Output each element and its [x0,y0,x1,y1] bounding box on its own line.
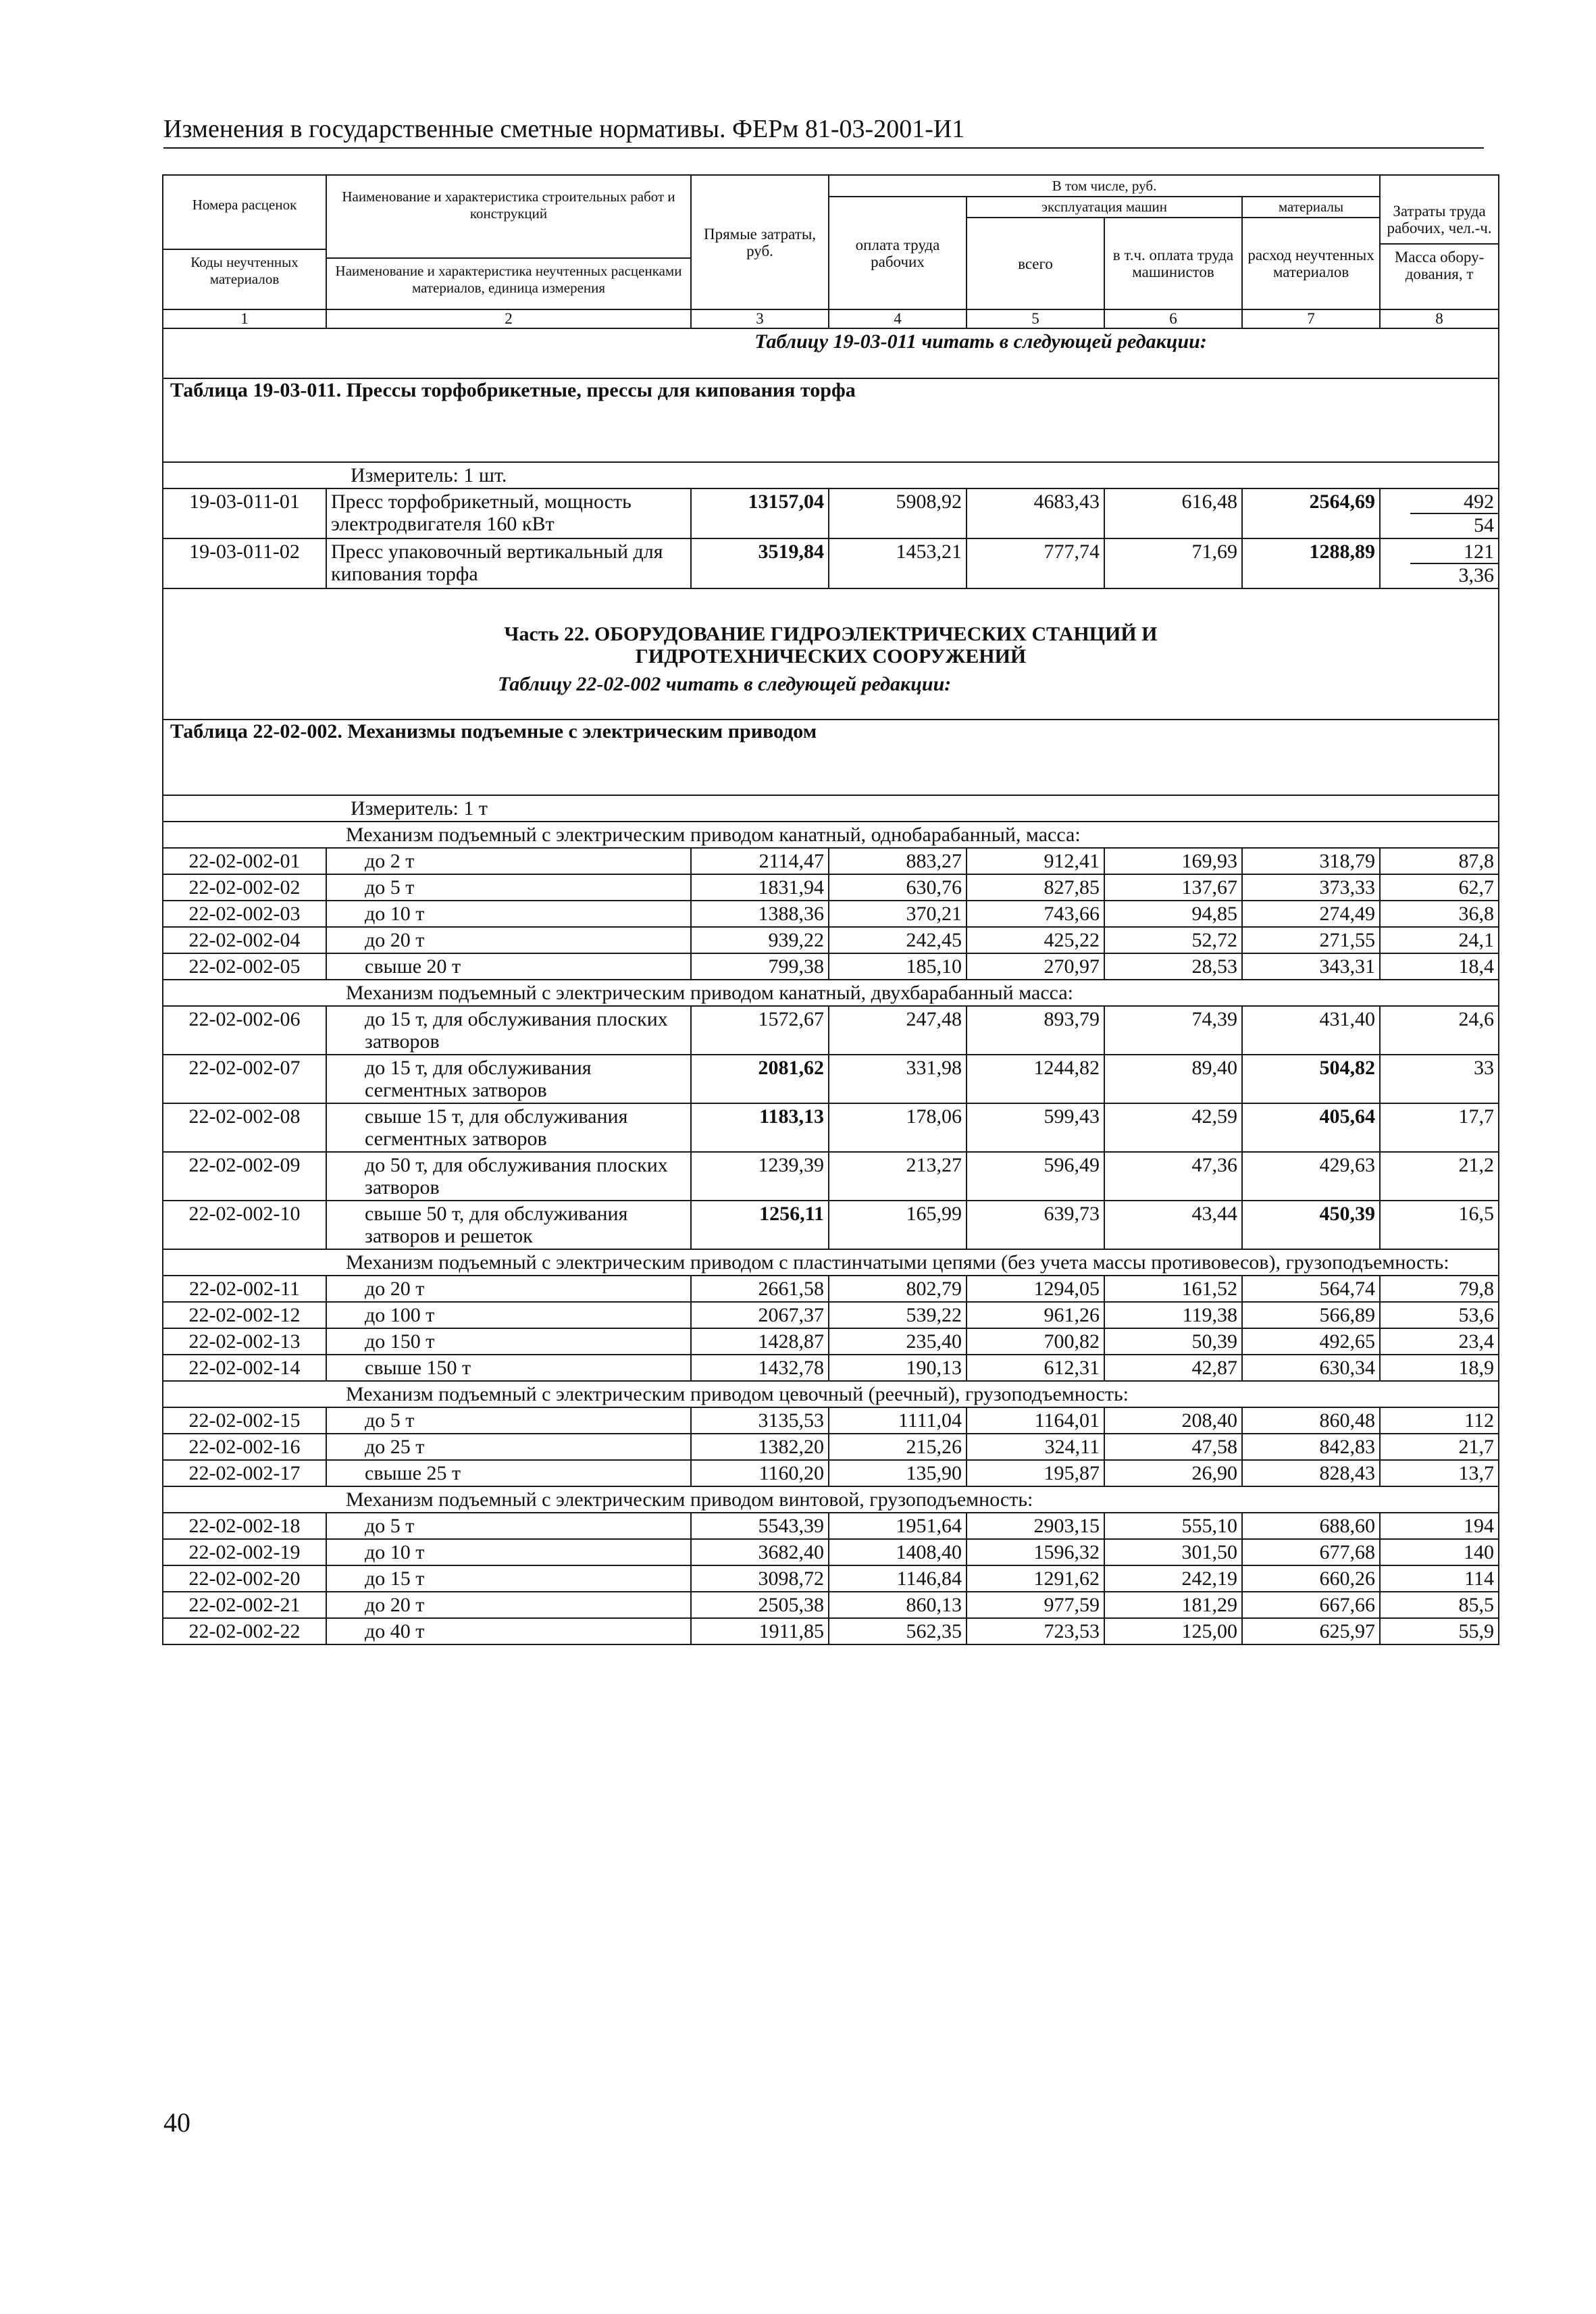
table-row [163,1355,1499,1381]
labor-hours: 16,5 [1380,1201,1499,1249]
rate-code: 22-02-002-05 [163,953,326,980]
table-row [163,1006,1499,1055]
materials-cost: 1288,89 [1242,538,1380,588]
direct-cost: 939,22 [691,927,829,953]
header-rule [163,147,1484,149]
table-row [163,1460,1499,1486]
rate-name: Пресс упаковочный вертикальный для кипования торфа [326,538,691,588]
col-number: 5 [967,309,1104,328]
part-title [163,588,1499,672]
col8-bottom-label: Масса обору-дования, т [1394,248,1485,282]
direct-cost: 1256,11 [691,1201,829,1249]
table-row [163,927,1499,953]
direct-cost: 2661,58 [691,1276,829,1302]
labor-hours: 62,7 [1380,874,1499,901]
col1-bottom-label: Коды неучтенных материалов [190,254,299,287]
labor-cost: 1951,64 [829,1513,967,1539]
labor-hours: 21,7 [1380,1434,1499,1460]
col-header-1 [163,175,326,309]
labor-hours: 140 [1380,1539,1499,1565]
labor-cost: 1408,40 [829,1539,967,1565]
group-row [163,1486,1499,1513]
labor-cost: 242,45 [829,927,967,953]
table-row [163,488,1499,538]
rate-code: 19-03-011-01 [163,488,326,538]
materials-cost: 566,89 [1242,1302,1380,1328]
labor-cost: 178,06 [829,1103,967,1152]
group-row [163,1249,1499,1276]
labor-hours: 85,5 [1380,1592,1499,1618]
table-row [163,1276,1499,1302]
group-title: Механизм подъемный с электрическим приводом винтовой, грузоподъемность: [163,1486,1499,1513]
materials-cost: 625,97 [1242,1618,1380,1644]
machines-cost: 425,22 [967,927,1104,953]
direct-cost: 2081,62 [691,1055,829,1103]
direct-cost: 3098,72 [691,1565,829,1592]
col1-top-label: Номера расценок [163,197,326,250]
col-number: 1 [163,309,326,328]
materials-cost: 667,66 [1242,1592,1380,1618]
labor-cost: 213,27 [829,1152,967,1201]
labor-hours: 194 [1380,1513,1499,1539]
labor-cost: 185,10 [829,953,967,980]
col-header-mat: материалы [1242,197,1380,218]
direct-cost: 1428,87 [691,1328,829,1355]
machines-cost: 977,59 [967,1592,1104,1618]
materials-cost: 271,55 [1242,927,1380,953]
labor-hours: 492 [1410,491,1498,514]
materials-cost: 373,33 [1242,874,1380,901]
table-header [163,175,1499,328]
labor-hours: 36,8 [1380,901,1499,927]
materials-cost: 274,49 [1242,901,1380,927]
machines-cost: 893,79 [967,1006,1104,1055]
materials-cost: 504,82 [1242,1055,1380,1103]
materials-cost: 405,64 [1242,1103,1380,1152]
table-row [163,1152,1499,1201]
table-row [163,1103,1499,1152]
machines-cost: 827,85 [967,874,1104,901]
col-header-3: Прямые затраты, руб. [691,175,829,309]
operators-cost: 161,52 [1104,1276,1242,1302]
group-title: Механизм подъемный с электрическим приводом цевочный (реечный), грузоподъемность: [163,1381,1499,1407]
rate-code: 22-02-002-10 [163,1201,326,1249]
rate-code: 22-02-002-19 [163,1539,326,1565]
rate-name: до 10 т [326,901,691,927]
table-row [163,1407,1499,1434]
materials-cost: 677,68 [1242,1539,1380,1565]
col-header-6: в т.ч. оплата труда машинистов [1104,218,1242,309]
rate-code: 22-02-002-21 [163,1592,326,1618]
section-19-03-011 [163,328,1499,588]
table-row [163,1513,1499,1539]
direct-cost: 3682,40 [691,1539,829,1565]
table-row [163,1592,1499,1618]
operators-cost: 94,85 [1104,901,1242,927]
direct-cost: 1183,13 [691,1103,829,1152]
labor-hours: 121 [1410,540,1498,564]
direct-cost: 1432,78 [691,1355,829,1381]
operators-cost: 181,29 [1104,1592,1242,1618]
labor-cost: 190,13 [829,1355,967,1381]
rate-name: свыше 25 т [326,1460,691,1486]
table-row [163,538,1499,588]
machines-cost: 1244,82 [967,1055,1104,1103]
labor-cost: 370,21 [829,901,967,927]
col2-top-label: Наименование и характеристика строительных работ и конструкций [327,188,690,259]
labor-hours: 21,2 [1380,1152,1499,1201]
direct-cost: 2114,47 [691,848,829,874]
labor-hours: 53,6 [1380,1302,1499,1328]
table-row [163,1618,1499,1644]
operators-cost: 89,40 [1104,1055,1242,1103]
operators-cost: 616,48 [1104,488,1242,538]
machines-cost: 1164,01 [967,1407,1104,1434]
machines-cost: 599,43 [967,1103,1104,1152]
rate-code: 19-03-011-02 [163,538,326,588]
labor-hours: 17,7 [1380,1103,1499,1152]
direct-cost: 13157,04 [691,488,829,538]
direct-cost: 1382,20 [691,1434,829,1460]
labor-hours-mass [1380,488,1499,538]
rate-name: до 15 т, для обслуживания плоских затворов [326,1006,691,1055]
machines-cost: 743,66 [967,901,1104,927]
labor-cost: 215,26 [829,1434,967,1460]
col-number: 4 [829,309,967,328]
materials-cost: 564,74 [1242,1276,1380,1302]
rates-table [162,174,1499,1645]
machines-cost: 1294,05 [967,1276,1104,1302]
rate-name: свыше 50 т, для обслуживания затворов и решеток [326,1201,691,1249]
rate-code: 22-02-002-14 [163,1355,326,1381]
machines-cost: 4683,43 [967,488,1104,538]
direct-cost: 1388,36 [691,901,829,927]
rate-code: 22-02-002-22 [163,1618,326,1644]
rate-code: 22-02-002-03 [163,901,326,927]
materials-cost: 431,40 [1242,1006,1380,1055]
col-header-2 [326,175,691,309]
operators-cost: 301,50 [1104,1539,1242,1565]
labor-cost: 5908,92 [829,488,967,538]
machines-cost: 2903,15 [967,1513,1104,1539]
col-header-4: оплата труда рабочих [829,197,967,309]
section1-instruction: Таблицу 19-03-011 читать в следующей редакции: [163,328,1499,378]
direct-cost: 799,38 [691,953,829,980]
rate-code: 22-02-002-17 [163,1460,326,1486]
labor-cost: 1146,84 [829,1565,967,1592]
table-row [163,1565,1499,1592]
part-instruction: Таблицу 22-02-002 читать в следующей редакции: [163,672,1499,720]
rate-code: 22-02-002-13 [163,1328,326,1355]
rate-name: до 2 т [326,848,691,874]
col-number: 7 [1242,309,1380,328]
rate-name: до 40 т [326,1618,691,1644]
operators-cost: 26,90 [1104,1460,1242,1486]
rate-code: 22-02-002-04 [163,927,326,953]
col-number: 2 [326,309,691,328]
group-row [163,822,1499,848]
rate-name: до 25 т [326,1434,691,1460]
labor-cost: 135,90 [829,1460,967,1486]
col8-top-label: Затраты труда рабочих, чел.-ч. [1381,203,1498,245]
labor-cost: 539,22 [829,1302,967,1328]
direct-cost: 1160,20 [691,1460,829,1486]
rate-name: до 20 т [326,927,691,953]
rate-name: свыше 20 т [326,953,691,980]
rate-code: 22-02-002-01 [163,848,326,874]
operators-cost: 208,40 [1104,1407,1242,1434]
labor-cost: 165,99 [829,1201,967,1249]
rate-name: до 150 т [326,1328,691,1355]
rate-code: 22-02-002-11 [163,1276,326,1302]
operators-cost: 47,58 [1104,1434,1242,1460]
operators-cost: 52,72 [1104,927,1242,953]
labor-cost: 247,48 [829,1006,967,1055]
rate-code: 22-02-002-18 [163,1513,326,1539]
labor-cost: 1111,04 [829,1407,967,1434]
labor-cost: 883,27 [829,848,967,874]
machines-cost: 1291,62 [967,1565,1104,1592]
machines-cost: 270,97 [967,953,1104,980]
rate-code: 22-02-002-08 [163,1103,326,1152]
col-number: 3 [691,309,829,328]
operators-cost: 125,00 [1104,1618,1242,1644]
direct-cost: 2505,38 [691,1592,829,1618]
materials-cost: 429,63 [1242,1152,1380,1201]
table-row [163,848,1499,874]
col-header-7: расход неучтенных материалов [1242,218,1380,309]
group-row [163,980,1499,1006]
materials-cost: 688,60 [1242,1513,1380,1539]
labor-hours: 55,9 [1380,1618,1499,1644]
labor-cost: 1453,21 [829,538,967,588]
materials-cost: 450,39 [1242,1201,1380,1249]
rate-name: Пресс торфобрикетный, мощность электродвигателя 160 кВт [326,488,691,538]
section1-table-title: Таблица 19-03-011. Прессы торфобрикетные, прессы для кипования торфа [163,378,1499,462]
labor-hours: 18,9 [1380,1355,1499,1381]
direct-cost: 3519,84 [691,538,829,588]
machines-cost: 1596,32 [967,1539,1104,1565]
rate-name: свыше 150 т [326,1355,691,1381]
rate-name: до 10 т [326,1539,691,1565]
labor-cost: 331,98 [829,1055,967,1103]
col-header-8 [1380,175,1499,309]
rate-code: 22-02-002-16 [163,1434,326,1460]
operators-cost: 47,36 [1104,1152,1242,1201]
rate-code: 22-02-002-02 [163,874,326,901]
rate-code: 22-02-002-07 [163,1055,326,1103]
labor-cost: 802,79 [829,1276,967,1302]
rate-code: 22-02-002-12 [163,1302,326,1328]
machines-cost: 612,31 [967,1355,1104,1381]
section-22-02-002 [163,822,1499,1644]
table-row [163,874,1499,901]
labor-hours: 112 [1380,1407,1499,1434]
table-row [163,1302,1499,1328]
table-row [163,1201,1499,1249]
part-title-line1: Часть 22. ОБОРУДОВАНИЕ ГИДРОЭЛЕКТРИЧЕСКИХ СТАНЦИЙ И [504,623,1158,645]
materials-cost: 828,43 [1242,1460,1380,1486]
machines-cost: 723,53 [967,1618,1104,1644]
machines-cost: 195,87 [967,1460,1104,1486]
machines-cost: 324,11 [967,1434,1104,1460]
machines-cost: 912,41 [967,848,1104,874]
col-header-incl: В том числе, руб. [829,175,1380,197]
operators-cost: 43,44 [1104,1201,1242,1249]
rate-code: 22-02-002-06 [163,1006,326,1055]
direct-cost: 1239,39 [691,1152,829,1201]
col-number: 6 [1104,309,1242,328]
materials-cost: 2564,69 [1242,488,1380,538]
group-title: Механизм подъемный с электрическим приводом с пластинчатыми цепями (без учета массы противовесов), грузоподъемность: [163,1249,1499,1276]
operators-cost: 50,39 [1104,1328,1242,1355]
page-number: 40 [163,2107,190,2138]
labor-hours: 18,4 [1380,953,1499,980]
rate-code: 22-02-002-20 [163,1565,326,1592]
direct-cost: 2067,37 [691,1302,829,1328]
main-table-wrap [162,174,1498,1645]
group-title: Механизм подъемный с электрическим приводом канатный, однобарабанный, масса: [163,822,1499,848]
labor-hours: 13,7 [1380,1460,1499,1486]
rate-name: до 5 т [326,1407,691,1434]
column-numbers-row [163,309,1499,328]
rate-name: до 50 т, для обслуживания плоских затворов [326,1152,691,1201]
equipment-mass: 54 [1474,514,1495,536]
col-header-5: всего [967,218,1104,309]
labor-hours: 23,4 [1380,1328,1499,1355]
labor-cost: 235,40 [829,1328,967,1355]
operators-cost: 137,67 [1104,874,1242,901]
table-row [163,1434,1499,1460]
labor-cost: 562,35 [829,1618,967,1644]
operators-cost: 119,38 [1104,1302,1242,1328]
col-header-expl: эксплуатация машин [967,197,1242,218]
section2-table-title: Таблица 22-02-002. Механизмы подъемные с электрическим приводом [163,720,1499,795]
materials-cost: 860,48 [1242,1407,1380,1434]
rate-name: до 20 т [326,1276,691,1302]
rate-name: до 100 т [326,1302,691,1328]
rate-name: до 15 т [326,1565,691,1592]
operators-cost: 169,93 [1104,848,1242,874]
part-title-line2: ГИДРОТЕХНИЧЕСКИХ СООРУЖЕНИЙ [635,645,1027,668]
direct-cost: 1831,94 [691,874,829,901]
rate-code: 22-02-002-15 [163,1407,326,1434]
materials-cost: 492,65 [1242,1328,1380,1355]
rate-name: свыше 15 т, для обслуживания сегментных затворов [326,1103,691,1152]
rate-name: до 20 т [326,1592,691,1618]
labor-hours: 114 [1380,1565,1499,1592]
labor-cost: 860,13 [829,1592,967,1618]
direct-cost: 1911,85 [691,1618,829,1644]
rate-name: до 5 т [326,874,691,901]
table-row [163,1055,1499,1103]
section1-unit: Измеритель: 1 шт. [326,462,1499,488]
direct-cost: 3135,53 [691,1407,829,1434]
labor-hours: 87,8 [1380,848,1499,874]
page-header: Изменения в государственные сметные нормативы. ФЕРм 81-03-2001-И1 [163,115,965,143]
labor-hours: 79,8 [1380,1276,1499,1302]
operators-cost: 28,53 [1104,953,1242,980]
labor-hours: 33 [1380,1055,1499,1103]
equipment-mass: 3,36 [1458,564,1495,586]
operators-cost: 71,69 [1104,538,1242,588]
operators-cost: 242,19 [1104,1565,1242,1592]
machines-cost: 777,74 [967,538,1104,588]
operators-cost: 42,59 [1104,1103,1242,1152]
machines-cost: 596,49 [967,1152,1104,1201]
operators-cost: 42,87 [1104,1355,1242,1381]
machines-cost: 639,73 [967,1201,1104,1249]
rate-name: до 5 т [326,1513,691,1539]
machines-cost: 961,26 [967,1302,1104,1328]
materials-cost: 318,79 [1242,848,1380,874]
col2-bottom-label: Наименование и характеристика неучтенных расценками материалов, единица измерения [335,262,682,296]
group-row [163,1381,1499,1407]
machines-cost: 700,82 [967,1328,1104,1355]
operators-cost: 555,10 [1104,1513,1242,1539]
materials-cost: 630,34 [1242,1355,1380,1381]
table-row [163,953,1499,980]
group-title: Механизм подъемный с электрическим приводом канатный, двухбарабанный масса: [163,980,1499,1006]
table-row [163,1539,1499,1565]
labor-hours: 24,6 [1380,1006,1499,1055]
direct-cost: 1572,67 [691,1006,829,1055]
operators-cost: 74,39 [1104,1006,1242,1055]
direct-cost: 5543,39 [691,1513,829,1539]
materials-cost: 660,26 [1242,1565,1380,1592]
labor-hours-mass [1380,538,1499,588]
labor-cost: 630,76 [829,874,967,901]
materials-cost: 842,83 [1242,1434,1380,1460]
materials-cost: 343,31 [1242,953,1380,980]
col-number: 8 [1380,309,1499,328]
table-row [163,1328,1499,1355]
section2-unit: Измеритель: 1 т [326,795,1499,822]
part-22-heading [163,588,1499,822]
rate-name: до 15 т, для обслуживания сегментных затворов [326,1055,691,1103]
labor-hours: 24,1 [1380,927,1499,953]
rate-code: 22-02-002-09 [163,1152,326,1201]
table-row [163,901,1499,927]
